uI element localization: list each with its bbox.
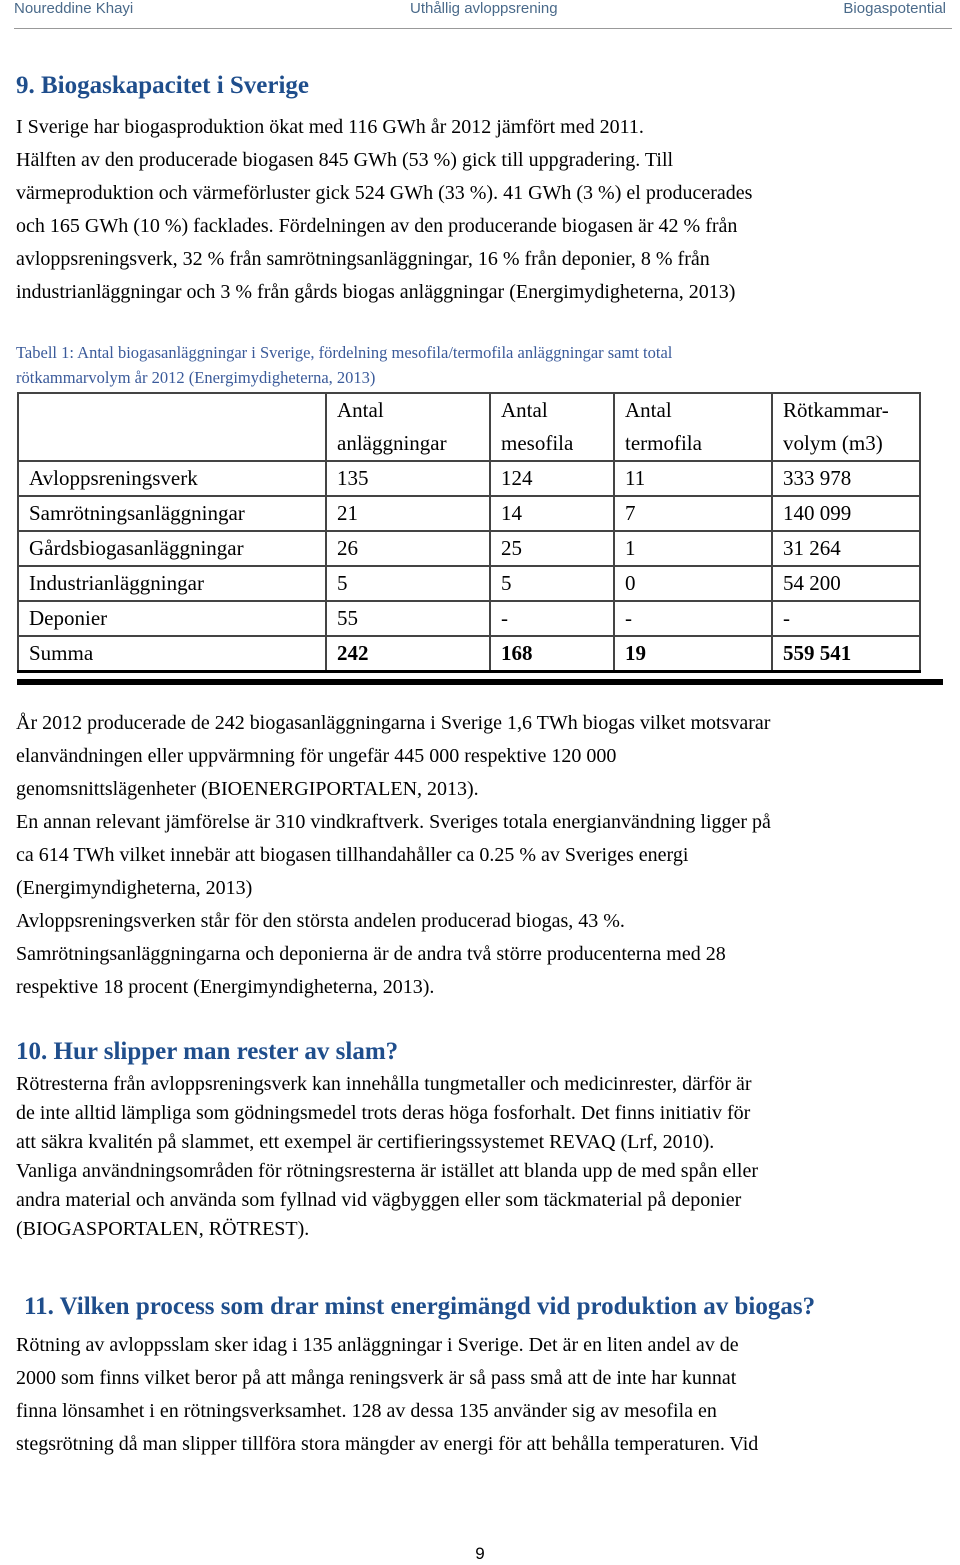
table-cell: 1 [614,531,772,566]
text-line: Avloppsreningsverken står för den största andelen producerad biogas, 43 %. [16,910,625,932]
page-number: 9 [475,1544,485,1563]
text-line: och 165 GWh (10 %) facklades. Fördelningen av den producerande biogasen är 42 % från [16,215,738,237]
table-cell: 0 [614,566,772,601]
table-cell: 333 978 [772,461,920,496]
total-cell: 19 [614,636,772,672]
header-cell-empty [18,393,326,461]
text-line: elanvändningen eller uppvärmning för ungefär 445 000 respektive 120 000 [16,745,617,767]
table-row [18,461,920,496]
total-label: Summa [18,636,326,672]
text-line: Samrötningsanläggningarna och deponierna är de andra två större producenterna med 28 [16,943,726,965]
table-row [18,496,920,531]
table-bottom-rule [17,679,943,685]
header-author: Noureddine Khayi [14,0,134,17]
table-cell: 21 [326,496,490,531]
header-divider [14,28,952,29]
section-9-heading: 9. Biogaskapacitet i Sverige [16,72,310,99]
text-line: Rötning av avloppsslam sker idag i 135 anläggningar i Sverige. Det är en liten andel av de [16,1334,739,1356]
biogas-table [17,392,921,673]
text-line: I Sverige har biogasproduktion ökat med 116 GWh år 2012 jämfört med 2011. [16,116,644,138]
text-line: År 2012 producerade de 242 biogasanläggningarna i Sverige 1,6 TWh biogas vilket motsvarar [16,712,771,734]
table-row [18,531,920,566]
table-cell: 25 [490,531,614,566]
table-row [18,601,920,636]
table-cell: 124 [490,461,614,496]
table-cell: Avloppsreningsverk [18,461,326,496]
text-line: Hälften av den producerade biogasen 845 GWh (53 %) gick till uppgradering. Till [16,149,674,171]
text-line: andra material och använda som fyllnad vid vägbyggen eller som täckmaterial på deponier [16,1189,742,1211]
text-line: ca 614 TWh vilket innebär att biogasen tillhandahåller ca 0.25 % av Sveriges energi [16,844,689,866]
header-cell-volym: Rötkammar- volym (m3) [772,393,920,461]
text-line: Rötresterna från avloppsreningsverk kan innehålla tungmetaller och medicinrester, därför är [16,1073,752,1095]
text-line: värmeproduktion och värmeförluster gick 524 GWh (33 %). 41 GWh (3 %) el producerades [16,182,753,204]
table-cell: Industrianläggningar [18,566,326,601]
total-cell: 242 [326,636,490,672]
header-section: Biogaspotential [843,0,946,17]
table-cell: 54 200 [772,566,920,601]
table-cell: - [614,601,772,636]
page-header [0,0,960,22]
table-cell: 11 [614,461,772,496]
text-line: stegsrötning då man slipper tillföra stora mängder av energi för att behålla temperaturen. Vid [16,1433,759,1455]
text-line: genomsnittslägenheter (BIOENERGIPORTALEN, 2013). [16,778,479,800]
text-line: finna lönsamhet i en rötningsverksamhet. 128 av dessa 135 använder sig av mesofila en [16,1400,717,1422]
section-10-heading: 10. Hur slipper man rester av slam? [16,1038,399,1065]
caption-line: Tabell 1: Antal biogasanläggningar i Sverige, fördelning mesofila/termofila anläggningar samt total [16,343,673,362]
header-cell-anlaggningar: Antal anläggningar [326,393,490,461]
table-cell: 31 264 [772,531,920,566]
total-cell: 168 [490,636,614,672]
after-table-body [16,707,946,1004]
table-cell: 5 [490,566,614,601]
section-11-body [16,1329,946,1461]
table-row [18,566,920,601]
table-cell: 5 [326,566,490,601]
total-cell: 559 541 [772,636,920,672]
section-9-body [16,111,946,309]
header-title: Uthållig avloppsrening [410,0,558,17]
section-11-heading: 11. Vilken process som drar minst energimängd vid produktion av biogas? [24,1293,816,1320]
table-cell: 140 099 [772,496,920,531]
caption-line: rötkammarvolym år 2012 (Energimydigheterna, 2013) [16,368,376,387]
table-cell: 7 [614,496,772,531]
header-cell-termofila: Antal termofila [614,393,772,461]
table-cell: Deponier [18,601,326,636]
text-line: 2000 som finns vilket beror på att många reningsverk är så pass små att de inte har kunnat [16,1367,737,1389]
table-cell: 26 [326,531,490,566]
table-cell: 14 [490,496,614,531]
table-cell: Samrötningsanläggningar [18,496,326,531]
table-cell: 55 [326,601,490,636]
table-cell: - [772,601,920,636]
table-cell: Gårdsbiogasanläggningar [18,531,326,566]
text-line: de inte alltid lämpliga som gödningsmedel trots deras höga fosforhalt. Det finns initiativ för [16,1102,751,1124]
text-line: En annan relevant jämförelse är 310 vindkraftverk. Sveriges totala energianvändning ligger på [16,811,771,833]
text-line: (Energimyndigheterna, 2013) [16,877,253,899]
text-line: avloppsreningsverk, 32 % från samrötningsanläggningar, 16 % från deponier, 8 % från [16,248,710,270]
text-line: att säkra kvalitén på slammet, ett exempel är certifieringssystemet REVAQ (Lrf, 2010). [16,1131,715,1153]
table-cell: - [490,601,614,636]
text-line: (BIOGASPORTALEN, RÖTREST). [16,1218,310,1240]
table-caption [16,340,946,390]
table-header-row [18,393,920,461]
text-line: respektive 18 procent (Energimyndigheterna, 2013). [16,976,435,998]
text-line: industrianläggningar och 3 % från gårds biogas anläggningar (Energimydigheterna, 2013) [16,281,736,303]
section-10-body [16,1070,946,1244]
table-total-row [18,636,920,672]
text-line: Vanliga användningsområden för rötningsresterna är istället att blanda upp de med spån eller [16,1160,758,1182]
header-cell-mesofila: Antal mesofila [490,393,614,461]
table-cell: 135 [326,461,490,496]
